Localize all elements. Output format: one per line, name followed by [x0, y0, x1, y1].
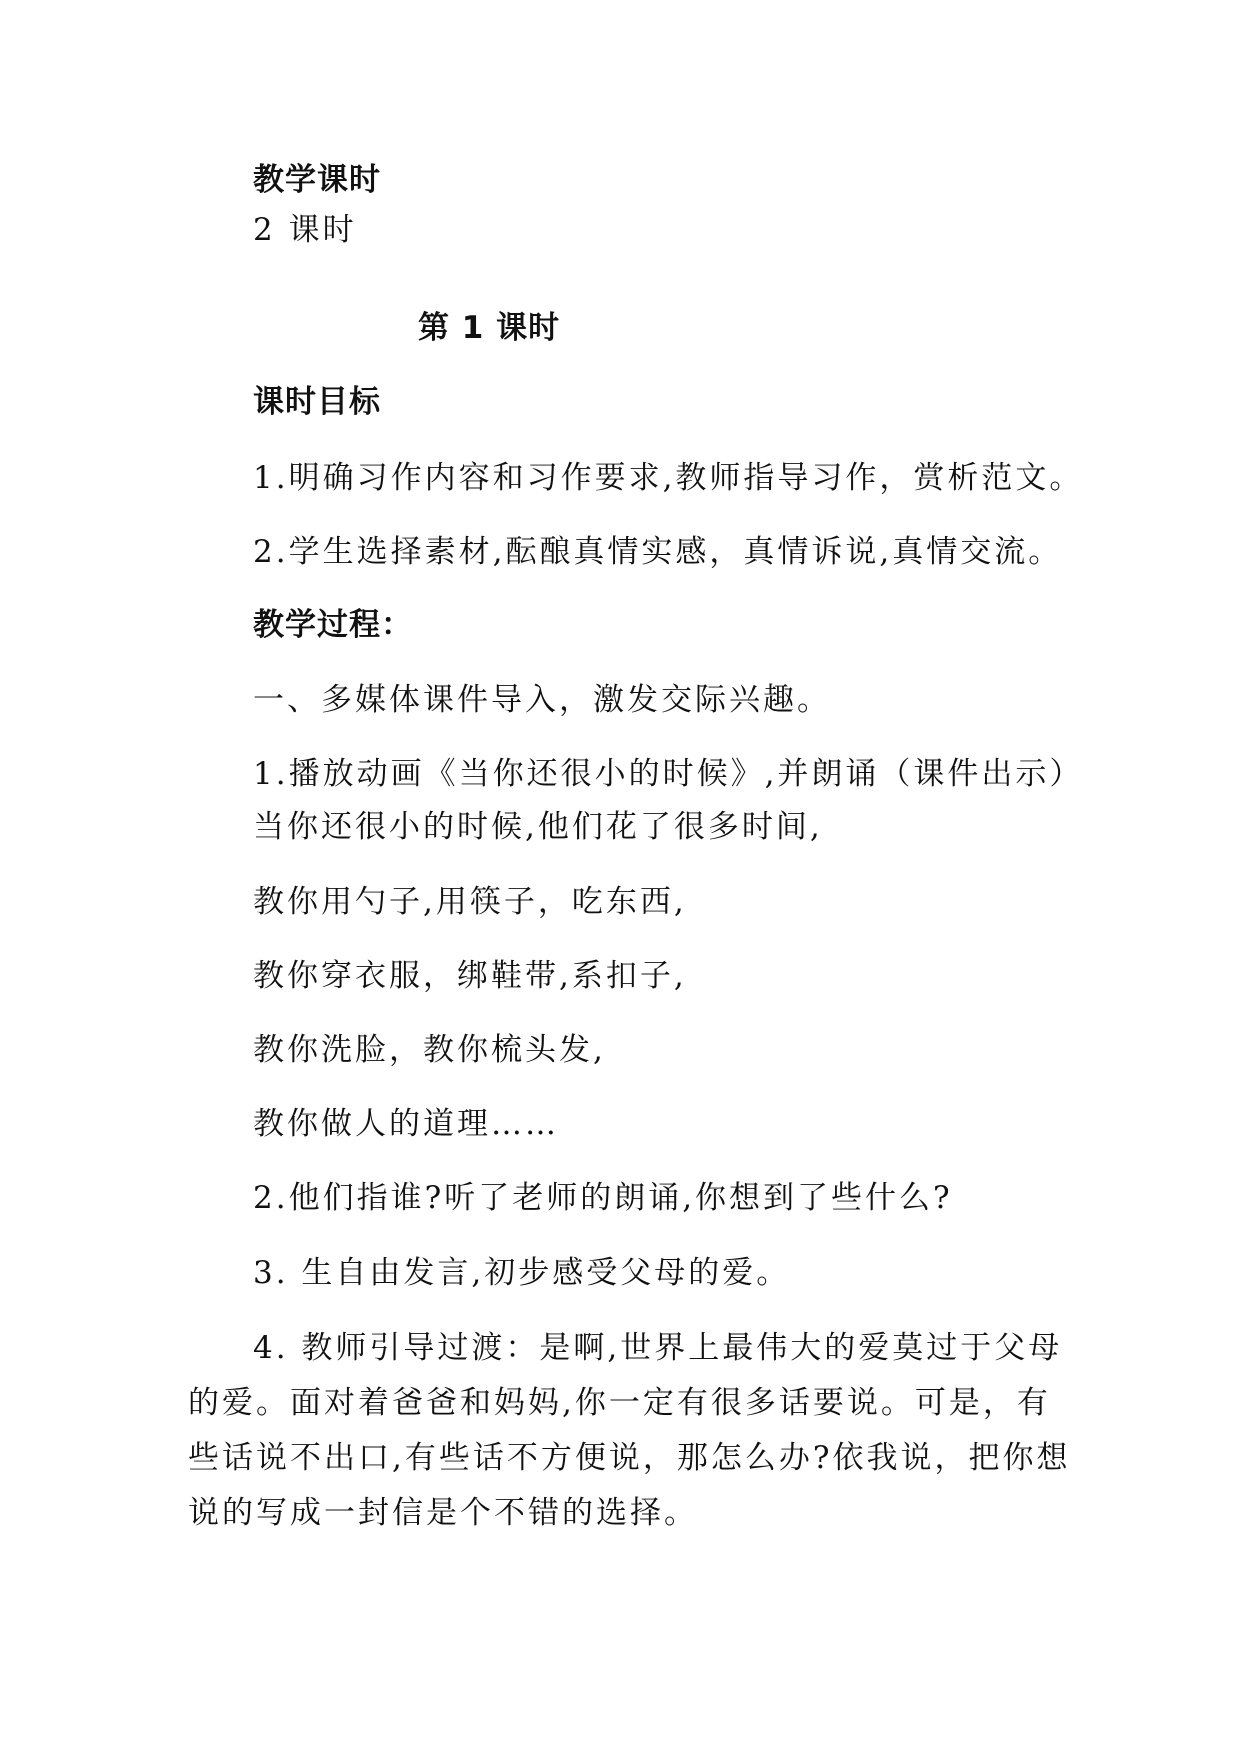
poem-line-4: 教你洗脸，教你梳头发,	[253, 1032, 606, 1068]
step-4-line-1: 4. 教师引导过渡：是啊,世界上最伟大的爱莫过于父母	[253, 1330, 1063, 1366]
heading-process: 教学过程：	[253, 607, 413, 643]
step-4-line-4: 说的写成一封信是个不错的选择。	[188, 1495, 698, 1531]
objective-1: 1.明确习作内容和习作要求,教师指导习作，赏析范文。	[253, 460, 1084, 496]
lesson-count: 2 课时	[253, 212, 357, 248]
poem-line-1: 当你还很小的时候,他们花了很多时间,	[253, 809, 823, 845]
poem-line-5: 教你做人的道理……	[253, 1106, 559, 1142]
step-3: 3. 生自由发言,初步感受父母的爱。	[253, 1255, 791, 1291]
step-1-intro: 1.播放动画《当你还很小的时候》,并朗诵（课件出示）	[253, 756, 1084, 792]
heading-lesson-time: 教学课时	[253, 162, 381, 198]
poem-line-2: 教你用勺子,用筷子，吃东西,	[253, 884, 687, 920]
poem-line-3: 教你穿衣服，绑鞋带,系扣子,	[253, 958, 687, 994]
step-4-line-3: 些话说不出口,有些话不方便说，那怎么办?依我说，把你想	[188, 1440, 1071, 1476]
section-one: 一、多媒体课件导入，激发交际兴趣。	[253, 682, 831, 718]
heading-objectives: 课时目标	[253, 384, 381, 420]
step-2: 2.他们指谁?听了老师的朗诵,你想到了些什么?	[253, 1180, 953, 1216]
step-4-line-2: 的爱。面对着爸爸和妈妈,你一定有很多话要说。可是，有	[188, 1385, 1051, 1421]
objective-2: 2.学生选择素材,酝酿真情实感，真情诉说,真情交流。	[253, 534, 1063, 570]
session-title: 第 1 课时	[418, 310, 561, 346]
